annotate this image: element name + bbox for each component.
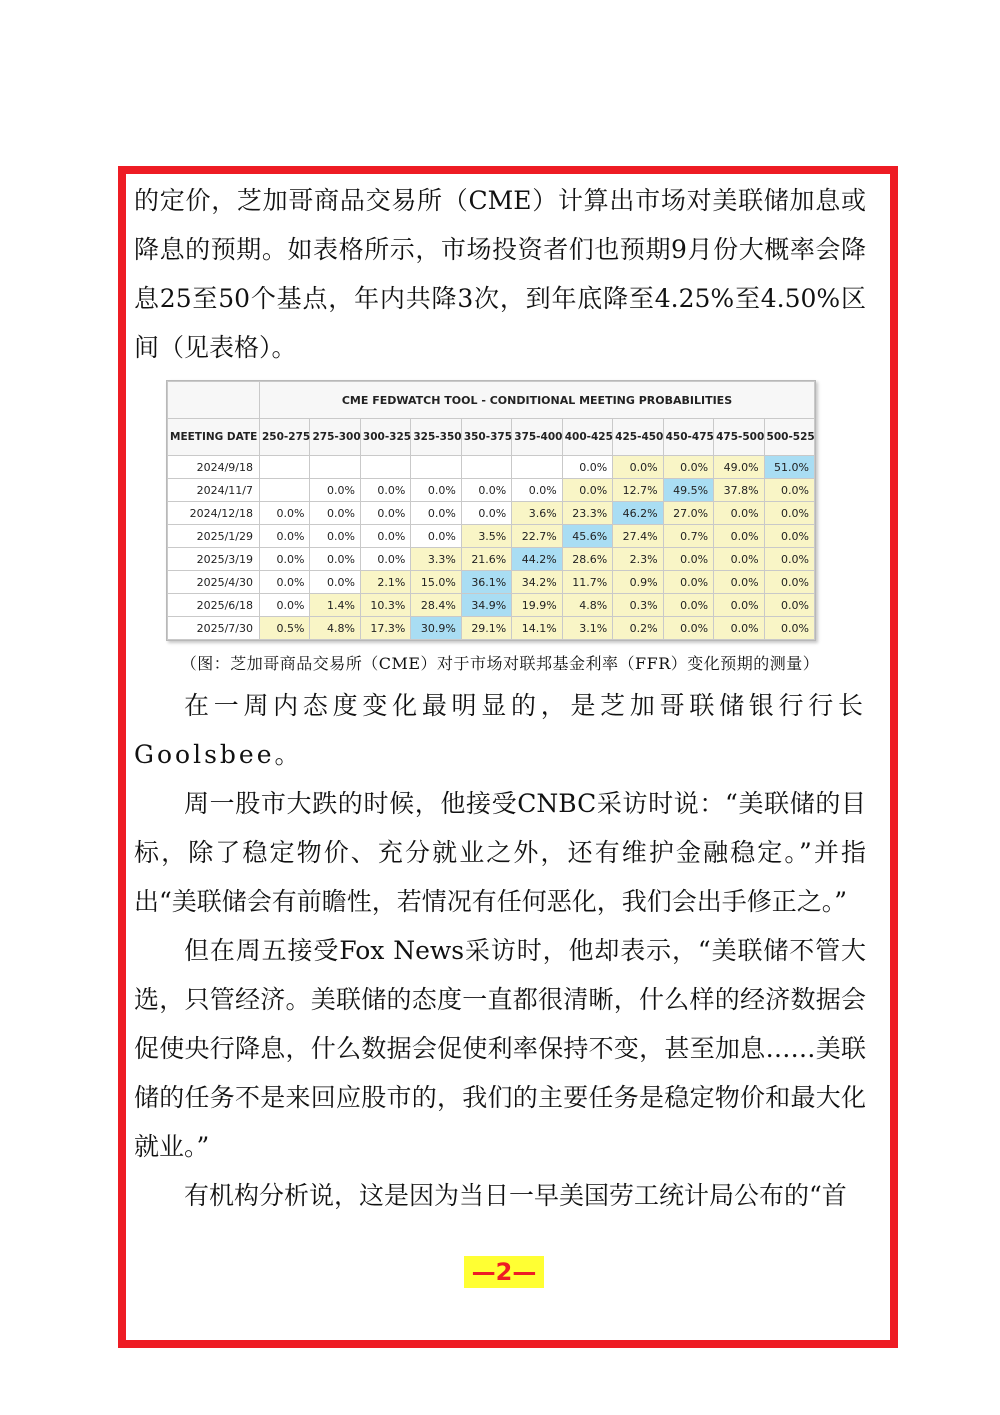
paragraph-fox-news: 但在周五接受Fox News采访时，他却表示，“美联储不管大选，只管经济。美联储的态度一直都很清晰，什么样的经济数据会促使央行降息，什么数据会促使利率保持不变，甚至加息……美联储的任务不是来回应股市的，我们的主要任务是稳定物价和最大化就业。” bbox=[134, 936, 866, 1161]
probability-cell: 0.0% bbox=[411, 502, 461, 525]
probability-cell: 0.0% bbox=[714, 525, 764, 548]
probability-cell: 0.0% bbox=[360, 548, 410, 571]
probability-cell bbox=[461, 456, 511, 479]
probability-cell: 0.0% bbox=[764, 617, 814, 640]
probability-cell: 49.0% bbox=[714, 456, 764, 479]
table-row bbox=[168, 617, 815, 640]
rate-range-header: 425-450 bbox=[613, 419, 663, 456]
meeting-date-cell: 2024/12/18 bbox=[168, 502, 260, 525]
probability-cell: 0.0% bbox=[360, 502, 410, 525]
probability-cell: 0.0% bbox=[764, 525, 814, 548]
probability-cell: 23.3% bbox=[562, 502, 612, 525]
probability-cell: 0.0% bbox=[562, 479, 612, 502]
probability-cell: 28.4% bbox=[411, 594, 461, 617]
probability-cell: 0.0% bbox=[764, 502, 814, 525]
probability-cell: 0.0% bbox=[663, 594, 713, 617]
probability-cell: 0.0% bbox=[512, 479, 562, 502]
probability-cell: 0.0% bbox=[764, 594, 814, 617]
table-body bbox=[168, 456, 815, 640]
meeting-date-cell: 2025/3/19 bbox=[168, 548, 260, 571]
probability-cell: 3.5% bbox=[461, 525, 511, 548]
probability-cell: 2.1% bbox=[360, 571, 410, 594]
table-row bbox=[168, 479, 815, 502]
probability-cell: 19.9% bbox=[512, 594, 562, 617]
probability-cell: 17.3% bbox=[360, 617, 410, 640]
rate-range-header: 475-500 bbox=[714, 419, 764, 456]
rate-range-header: 375-400 bbox=[512, 419, 562, 456]
probability-cell: 0.0% bbox=[310, 525, 360, 548]
table-row bbox=[168, 548, 815, 571]
probability-cell: 29.1% bbox=[461, 617, 511, 640]
probability-cell: 37.8% bbox=[714, 479, 764, 502]
probability-cell: 30.9% bbox=[411, 617, 461, 640]
rate-range-header: 300-325 bbox=[360, 419, 410, 456]
rate-range-header: 275-300 bbox=[310, 419, 360, 456]
probability-cell: 12.7% bbox=[613, 479, 663, 502]
rate-range-header: 500-525 bbox=[764, 419, 814, 456]
probability-cell: 0.0% bbox=[310, 548, 360, 571]
probability-cell: 0.0% bbox=[461, 502, 511, 525]
probability-cell: 44.2% bbox=[512, 548, 562, 571]
probability-cell: 0.0% bbox=[663, 617, 713, 640]
rate-range-header: 450-475 bbox=[663, 419, 713, 456]
table-row bbox=[168, 456, 815, 479]
probability-cell bbox=[310, 456, 360, 479]
probability-cell: 4.8% bbox=[310, 617, 360, 640]
fedwatch-table-figure bbox=[166, 380, 816, 641]
meeting-date-cell: 2025/4/30 bbox=[168, 571, 260, 594]
probability-cell: 2.3% bbox=[613, 548, 663, 571]
probability-cell: 0.0% bbox=[411, 525, 461, 548]
probability-cell: 36.1% bbox=[461, 571, 511, 594]
probability-cell: 14.1% bbox=[512, 617, 562, 640]
probability-cell: 0.0% bbox=[411, 479, 461, 502]
probability-cell: 0.0% bbox=[260, 571, 310, 594]
table-row bbox=[168, 525, 815, 548]
probability-cell: 3.3% bbox=[411, 548, 461, 571]
probability-cell: 0.3% bbox=[613, 594, 663, 617]
probability-cell: 22.7% bbox=[512, 525, 562, 548]
probability-cell: 0.0% bbox=[360, 479, 410, 502]
probability-cell bbox=[260, 456, 310, 479]
meeting-date-cell: 2024/11/7 bbox=[168, 479, 260, 502]
rate-range-header: 400-425 bbox=[562, 419, 612, 456]
probability-cell: 1.4% bbox=[310, 594, 360, 617]
probability-cell: 0.2% bbox=[613, 617, 663, 640]
probability-cell: 0.0% bbox=[260, 525, 310, 548]
figure-caption: （图：芝加哥商品交易所（CME）对于市场对联邦基金利率（FFR）变化预期的测量） bbox=[180, 654, 820, 673]
fedwatch-table bbox=[167, 381, 815, 640]
meeting-date-cell: 2025/7/30 bbox=[168, 617, 260, 640]
probability-cell: 0.0% bbox=[764, 571, 814, 594]
probability-cell: 0.9% bbox=[613, 571, 663, 594]
probability-cell: 11.7% bbox=[562, 571, 612, 594]
probability-cell: 0.0% bbox=[764, 548, 814, 571]
probability-cell: 0.0% bbox=[714, 594, 764, 617]
probability-cell: 4.8% bbox=[562, 594, 612, 617]
probability-cell bbox=[260, 479, 310, 502]
rate-range-header: 350-375 bbox=[461, 419, 511, 456]
probability-cell bbox=[512, 456, 562, 479]
paragraph-analysis: 有机构分析说，这是因为当日一早美国劳工统计局公布的“首 bbox=[184, 1181, 847, 1210]
probability-cell bbox=[360, 456, 410, 479]
probability-cell: 0.7% bbox=[663, 525, 713, 548]
probability-cell: 0.0% bbox=[663, 548, 713, 571]
probability-cell: 0.0% bbox=[663, 571, 713, 594]
probability-cell bbox=[411, 456, 461, 479]
paragraph-pricing: 的定价，芝加哥商品交易所（CME）计算出市场对美联储加息或降息的预期。如表格所示，市场投资者们也预期9月份大概率会降息25至50个基点，年内共降3次，到年底降至4.25%至4.50%区间（见表格）。 bbox=[134, 186, 866, 362]
probability-cell: 0.0% bbox=[260, 502, 310, 525]
table-title: CME FEDWATCH TOOL - CONDITIONAL MEETING PROBABILITIES bbox=[260, 382, 815, 419]
table-row bbox=[168, 594, 815, 617]
probability-cell: 3.1% bbox=[562, 617, 612, 640]
probability-cell: 0.0% bbox=[360, 525, 410, 548]
probability-cell: 0.0% bbox=[310, 479, 360, 502]
table-row bbox=[168, 571, 815, 594]
probability-cell: 21.6% bbox=[461, 548, 511, 571]
page-content bbox=[134, 176, 866, 1220]
probability-cell: 0.5% bbox=[260, 617, 310, 640]
paragraph-goolsbee: 在一周内态度变化最明显的，是芝加哥联储银行行长Goolsbee。 bbox=[134, 691, 866, 769]
probability-cell: 27.4% bbox=[613, 525, 663, 548]
meeting-date-cell: 2025/6/18 bbox=[168, 594, 260, 617]
probability-cell: 49.5% bbox=[663, 479, 713, 502]
probability-cell: 51.0% bbox=[764, 456, 814, 479]
probability-cell: 3.6% bbox=[512, 502, 562, 525]
probability-cell: 0.0% bbox=[310, 502, 360, 525]
probability-cell: 0.0% bbox=[260, 594, 310, 617]
probability-cell: 0.0% bbox=[562, 456, 612, 479]
page-number: —2— bbox=[464, 1256, 544, 1288]
probability-cell: 45.6% bbox=[562, 525, 612, 548]
meeting-date-cell: 2024/9/18 bbox=[168, 456, 260, 479]
probability-cell: 0.0% bbox=[714, 502, 764, 525]
probability-cell: 0.0% bbox=[714, 548, 764, 571]
probability-cell: 0.0% bbox=[613, 456, 663, 479]
probability-cell: 0.0% bbox=[461, 479, 511, 502]
rate-range-header: 250-275 bbox=[260, 419, 310, 456]
probability-cell: 28.6% bbox=[562, 548, 612, 571]
probability-cell: 0.0% bbox=[310, 571, 360, 594]
probability-cell: 10.3% bbox=[360, 594, 410, 617]
probability-cell: 0.0% bbox=[764, 479, 814, 502]
probability-cell: 0.0% bbox=[714, 617, 764, 640]
meeting-date-header: MEETING DATE bbox=[168, 419, 260, 456]
probability-cell: 34.9% bbox=[461, 594, 511, 617]
probability-cell: 46.2% bbox=[613, 502, 663, 525]
meeting-date-cell: 2025/1/29 bbox=[168, 525, 260, 548]
probability-cell: 34.2% bbox=[512, 571, 562, 594]
probability-cell: 0.0% bbox=[714, 571, 764, 594]
probability-cell: 0.0% bbox=[260, 548, 310, 571]
probability-cell: 0.0% bbox=[663, 456, 713, 479]
table-row bbox=[168, 502, 815, 525]
paragraph-cnbc: 周一股市大跌的时候，他接受CNBC采访时说：“美联储的目标，除了稳定物价、充分就业之外，还有维护金融稳定。”并指出“美联储会有前瞻性，若情况有任何恶化，我们会出手修正之。” bbox=[134, 789, 866, 916]
probability-cell: 27.0% bbox=[663, 502, 713, 525]
probability-cell: 15.0% bbox=[411, 571, 461, 594]
rate-range-header: 325-350 bbox=[411, 419, 461, 456]
table-corner bbox=[168, 382, 260, 419]
